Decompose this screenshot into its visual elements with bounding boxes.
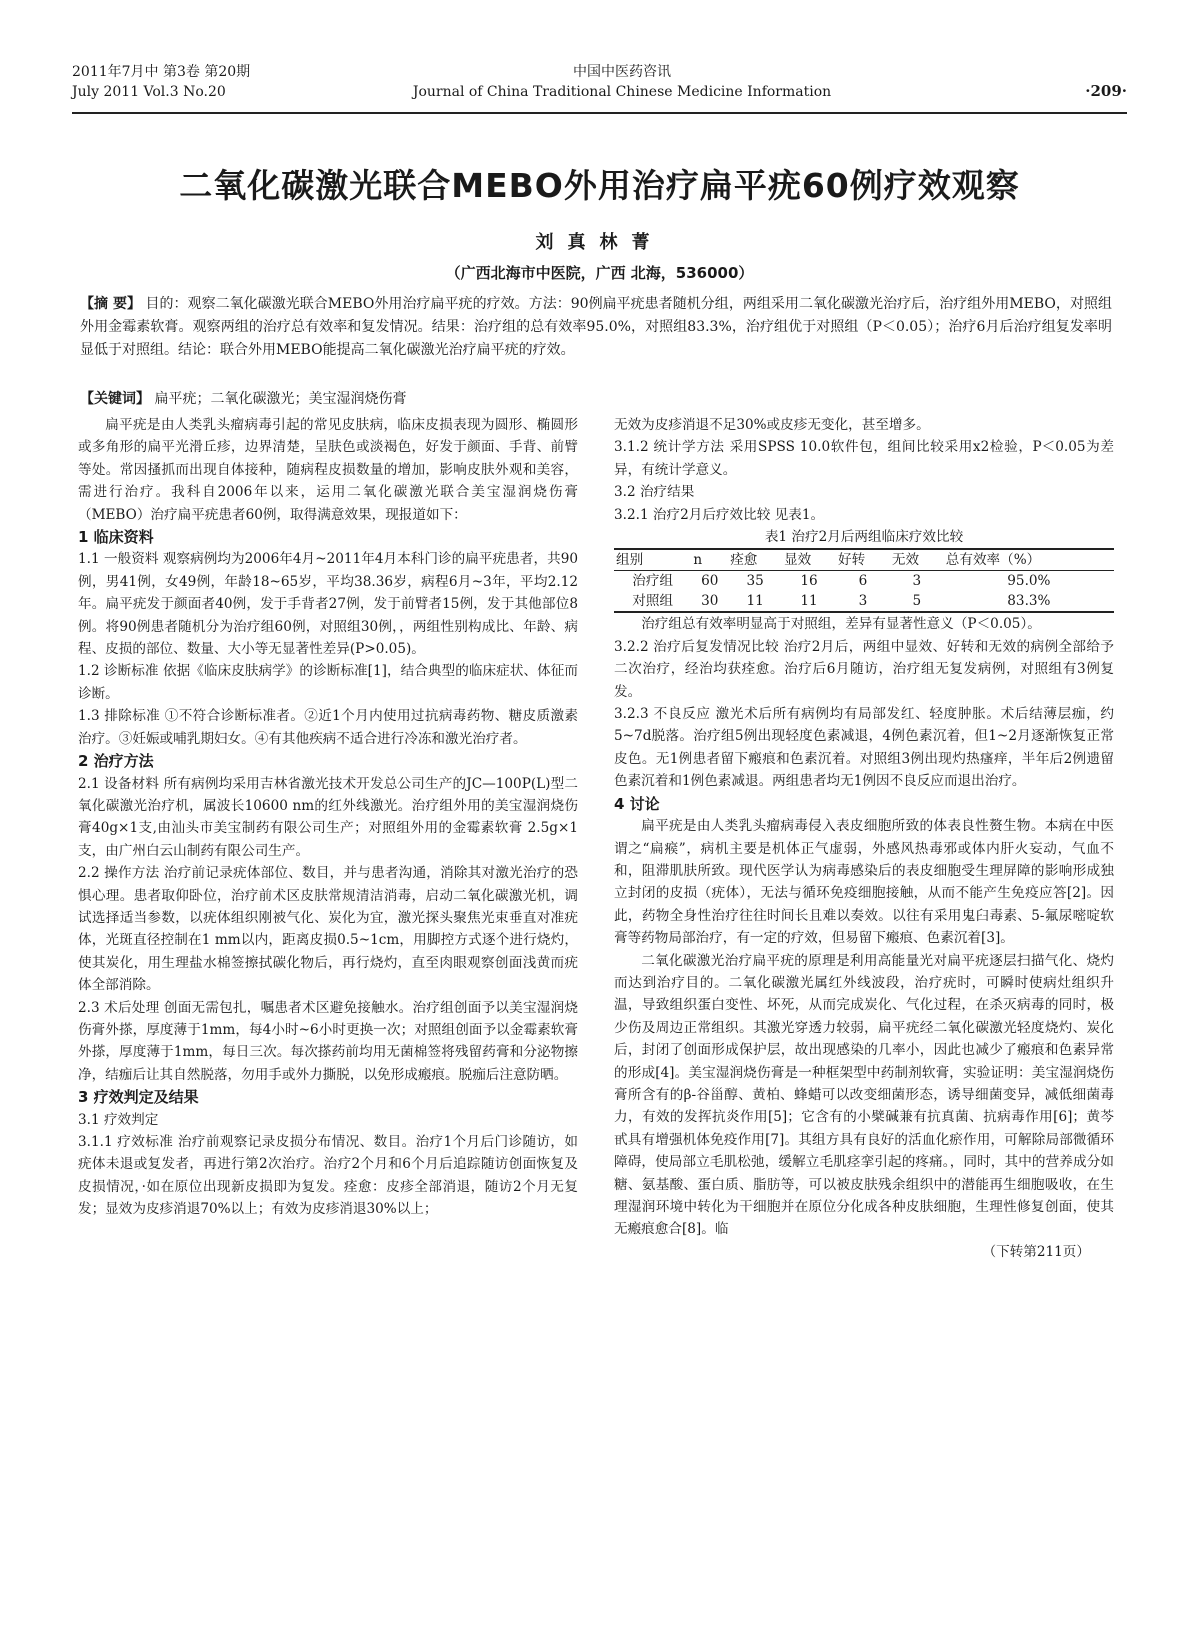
table-cell: 30 (691, 591, 728, 612)
subsection-heading: 3.2 治疗结果 (614, 484, 695, 501)
table-cell: 治疗组 (632, 573, 674, 590)
left-column (78, 414, 578, 1221)
continued-note: （下转第211页） (982, 1243, 1090, 1260)
table-cell: 11 (782, 591, 836, 612)
keywords (80, 388, 1112, 410)
section-heading: 2 治疗方法 (78, 752, 154, 771)
table-cell: 16 (800, 573, 818, 590)
journal-name (402, 62, 842, 102)
issue-info-en: July 2011 Vol.3 No.20 (72, 84, 226, 100)
abstract (80, 293, 1112, 362)
paragraph: 1.2 诊断标准 依据《临床皮肤病学》的诊断标准[1]，结合典型的临床症状、体征而诊断。 (78, 663, 578, 702)
keywords-label: 【关键词】 (80, 391, 150, 407)
table-cell: 35 (746, 573, 764, 590)
table-cell: 11 (728, 591, 782, 612)
table-header-cell: 总有效率（%） (944, 549, 1114, 571)
table-cell: 5 (890, 591, 944, 612)
header-rule (72, 112, 1127, 114)
keywords-text: 扁平疣；二氧化碳激光；美宝湿润烧伤膏 (154, 391, 407, 407)
journal-name-en: Journal of China Traditional Chinese Medicine Information (412, 84, 832, 100)
subsection-heading: 3.1 疗效判定 (78, 1111, 159, 1128)
paragraph: 2.3 术后处理 创面无需包扎，嘱患者术区避免接触水。治疗组创面予以美宝湿润烧伤膏外搽，厚度薄于1mm，每4小时~6小时更换一次；对照组创面予以金霉素软膏外搽，厚度薄于1mm，每日三次。每次搽药前均用无菌棉签将残留药膏和分泌物擦净，结痂后让其自然脱落，勿用手或外力撕脱，以免形成瘢痕。脱痂后注意防晒。 (78, 999, 578, 1083)
paragraph: 治疗组总有效率明显高于对照组，差异有显著性意义（P＜0.05）。 (641, 616, 1041, 633)
results-table (614, 548, 1114, 613)
paragraph: 3.1.2 统计学方法 采用SPSS 10.0软件包，组间比较采用x2检验，P＜0.05为差异，有统计学意义。 (614, 439, 1114, 478)
article-authors: 刘真林菁 (535, 232, 664, 253)
paragraph: 无效为皮疹消退不足30%或皮疹无变化，甚至增多。 (614, 417, 930, 433)
paragraph: 3.2.2 治疗后复发情况比较 治疗2月后，两组中显效、好转和无效的病例全部给予二次治疗，经治均获痊愈。治疗后6月随访，治疗组无复发病例，对照组有3例复发。 (614, 638, 1114, 700)
paragraph: 1.3 排除标准 ①不符合诊断标准者。②近1个月内使用过抗病毒药物、糖皮质激素治疗。③妊娠或哺乳期妇女。④有其他疾病不适合进行冷冻和激光治疗者。 (78, 708, 578, 747)
table-header-cell: 痊愈 (728, 549, 782, 571)
table-cell: 3 (912, 573, 922, 590)
section-heading: 1 临床资料 (78, 528, 154, 547)
table-header-row (614, 549, 1114, 571)
issue-info (72, 62, 250, 102)
table-cell: 3 (836, 591, 890, 612)
page-number: ·209· (1085, 82, 1127, 100)
table-header-cell: n (691, 549, 728, 571)
table-header-cell: 显效 (782, 549, 836, 571)
paragraph: 3.2.1 治疗2月后疗效比较 见表1。 (614, 506, 825, 523)
paragraph: 1.1 一般资料 观察病例均为2006年4月~2011年4月本科门诊的扁平疣患者，共90例，男41例，女49例，年龄18~65岁，平均38.36岁，病程6月~3年，平均2.12年。扁平疣发于颜面者40例，发于手背者27例，发于前臂者15例，发于其他部位8例。将90例患者随机分为治疗组60例，对照组30例，，两组性别构成比、年龄、病程、皮损的部位、数量、大小等无显著性差异(P>0.05)。 (78, 551, 578, 658)
journal-name-cn: 中国中医药咨讯 (573, 64, 671, 80)
table-cell: 95.0% (1007, 573, 1051, 590)
table-row (614, 591, 1114, 612)
abstract-label: 【摘 要】 (80, 296, 141, 312)
section-heading: 4 讨论 (614, 794, 660, 813)
table-row (614, 571, 1114, 592)
table-cell: 6 (858, 573, 868, 590)
table-header-cell: 好转 (836, 549, 890, 571)
article-title: 二氧化碳激光联合MEBO外用治疗扁平疣60例疗效观察 (179, 166, 1020, 205)
table-cell: 83.3% (944, 591, 1114, 612)
article-affiliation: （广西北海市中医院，广西 北海，536000） (445, 264, 754, 282)
paragraph: 3.1.1 疗效标准 治疗前观察记录皮损分布情况、数目。治疗1个月后门诊随访，如疣体未退或复发者，再进行第2次治疗。治疗2个月和6个月后追踪随访创面恢复及皮损情况，·如在原位出现新皮损即为复发。痊愈：皮疹全部消退，随访2个月无复发；显效为皮疹消退70%以上；有效为皮疹消退30%以上； (78, 1134, 578, 1218)
paragraph: 2.2 操作方法 治疗前记录疣体部位、数目，并与患者沟通，消除其对激光治疗的恐惧心理。患者取仰卧位，治疗前术区皮肤常规清洁消毒，启动二氧化碳激光机，调试选择适当参数，以疣体组织刚被气化、炭化为宜，激光探头聚焦光束垂直对准疣体，光斑直径控制在1 mm以内，距离皮损0.5~1cm，用脚控方式逐个进行烧灼，使其炭化，用生理盐水棉签擦拭碳化物后，再行烧灼，直至肉眼观察创面浅黄而疣体全部消除。 (78, 865, 578, 994)
paragraph: 二氧化碳激光治疗扁平疣的原理是利用高能量光对扁平疣逐层扫描气化、烧灼而达到治疗目的。二氧化碳激光属红外线波段，治疗疣时，可瞬时使病灶组织升温，导致组织蛋白变性、坏死，从而完成炭化、气化过程，在杀灭病毒的同时，极少伤及周边正常组织。其激光穿透力较弱，扁平疣经二氧化碳激光轻度烧灼、炭化后，封闭了创面形成保护层，故出现感染的几率小，因此也减少了瘢痕和色素异常的形成[4]。美宝湿润烧伤膏是一种框架型中药制剂软膏，实验证明：美宝湿润烧伤膏所含有的β-谷甾醇、黄柏、蜂蜡可以改变细菌形态，诱导细菌变异，减低细菌毒力，有效的发挥抗炎作用[5]；它含有的小檗碱兼有抗真菌、抗病毒作用[6]；黄芩甙具有增强机体免疫作用[7]。其组方具有良好的活血化瘀作用，可解除局部微循环障碍，使局部立毛肌松弛，缓解立毛肌痉挛引起的疼痛。，同时，其中的营养成分如糖、氨基酸、蛋白质、脂肪等，可以被皮肤残余组织中的潜能再生细胞吸收，在生理湿润环境中转化为干细胞并在原位分化成各种皮肤细胞，生理性修复创面，使其无瘢痕愈合[8]。临 (614, 952, 1114, 1238)
issue-info-cn: 2011年7月中 第3卷 第20期 (72, 64, 251, 80)
table-header-cell: 无效 (890, 549, 944, 571)
paragraph: 3.2.3 不良反应 激光术后所有病例均有局部发红、轻度肿胀。术后结薄层痂，约5~7d脱落。治疗组5例出现轻度色素减退，4例色素沉着，但1~2月逐渐恢复正常皮色。无1例患者留下瘢痕和色素沉着。对照组3例出现灼热瘙痒，半年后2例遗留色素沉着和1例色素减退。两组患者均无1例因不良反应而退出治疗。 (614, 706, 1114, 790)
section-heading: 3 疗效判定及结果 (78, 1088, 199, 1107)
intro-paragraph: 扁平疣是由人类乳头瘤病毒引起的常见皮肤病，临床皮损表现为圆形、椭圆形或多角形的扁平光滑丘疹，边界清楚，呈肤色或淡褐色，好发于颜面、手背、前臂等处。常因搔抓而出现自体接种，随病程皮损数量的增加，影响皮肤外观和美容，需进行治疗。我科自2006年以来，运用二氧化碳激光联合美宝湿润烧伤膏（MEBO）治疗扁平疣患者60例，取得满意效果，现报道如下： (78, 417, 578, 523)
right-column (614, 414, 1114, 1263)
table-caption: 表1 治疗2月后两组临床疗效比较 (764, 529, 964, 546)
abstract-text: 目的：观察二氧化碳激光联合MEBO外用治疗扁平疣的疗效。方法：90例扁平疣患者随机分组，两组采用二氧化碳激光治疗后，治疗组外用MEBO，对照组外用金霉素软膏。观察两组的治疗总有效率和复发情况。结果：治疗组的总有效率95.0%，对照组83.3%，治疗组优于对照组（P＜0.05）；治疗6月后治疗组复发率明显低于对照组。结论：联合外用MEBO能提高二氧化碳激光治疗扁平疣的疗效。 (80, 296, 1112, 358)
table-cell: 60 (701, 573, 719, 590)
table-header-cell: 组别 (614, 549, 691, 571)
running-header (72, 62, 1127, 110)
table-cell: 对照组 (614, 591, 691, 612)
paragraph: 2.1 设备材料 所有病例均采用吉林省激光技术开发总公司生产的JC—100P(L)型二氧化碳激光治疗机，属波长10600 nm的红外线激光。治疗组外用的美宝湿润烧伤膏40g×1支,由汕头市美宝制药有限公司生产；对照组外用的金霉素软膏 2.5g×1支，由广州白云山制药有限公司生产。 (78, 775, 578, 859)
paragraph: 扁平疣是由人类乳头瘤病毒侵入表皮细胞所致的体表良性赘生物。本病在中医谓之“扁瘊”，病机主要是机体正气虚弱，外感风热毒邪或体内肝火妄动，气血不和，阻滞肌肤所致。现代医学认为病毒感染后的表皮细胞受生理屏障的影响形成独立封闭的皮损（疣体），无法与循环免疫细胞接触，从而不能产生免疫应答[2]。因此，药物全身性治疗往往时间长且难以奏效。以往有采用鬼臼毒素、5-氟尿嘧啶软膏等药物局部治疗，有一定的疗效，但易留下瘢痕、色素沉着[3]。 (614, 818, 1114, 947)
